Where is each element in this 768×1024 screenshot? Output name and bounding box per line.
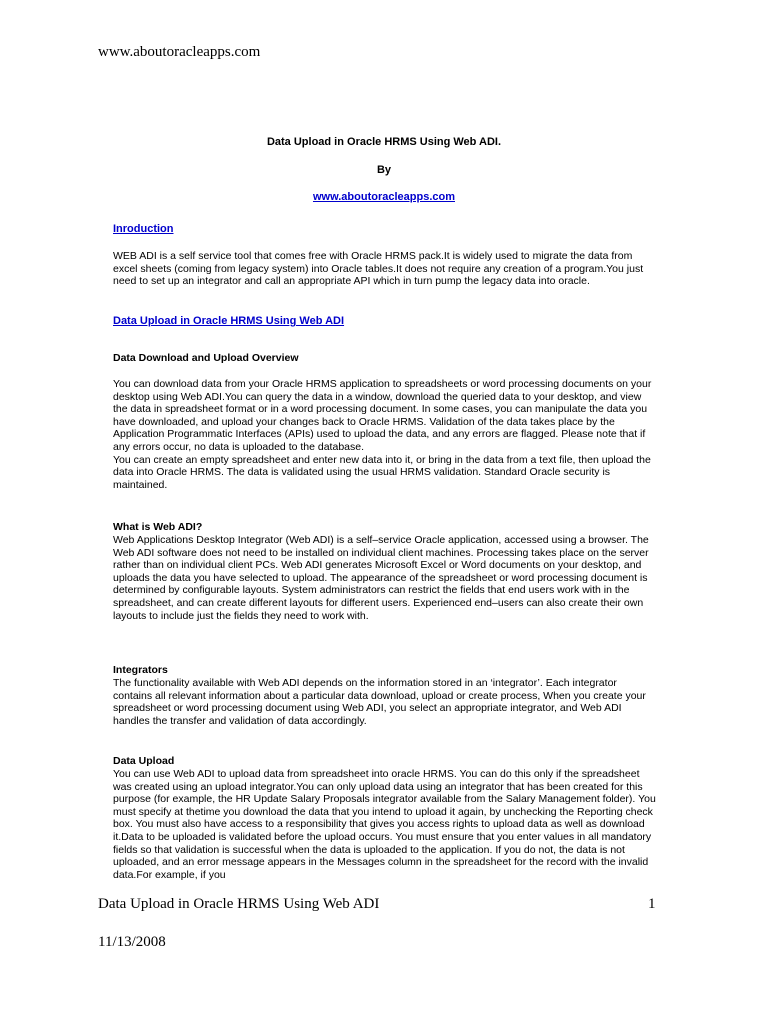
- overview-section: [113, 378, 658, 491]
- introduction-paragraph: WEB ADI is a self service tool that comes free with Oracle HRMS pack.It is widely used to migrate the data from excel sheets (coming from legacy system) into Oracle tables.It does not require any creation of a program.You just need to set up an integrator and call an appropriate API which in turn pump the legacy data into oracle.: [113, 250, 644, 288]
- overview-paragraph-2: You can create an empty spreadsheet and enter new data into it, or bring in the data from a text file, then upload the data into Oracle HRMS. The data is validated using the usual HRMS validation. Standard Oracle security is maintained.: [113, 453, 651, 491]
- footer-date: 11/13/2008: [98, 934, 166, 950]
- integrators-heading: Integrators: [113, 664, 168, 676]
- document-title: Data Upload in Oracle HRMS Using Web ADI.: [266, 136, 502, 148]
- integrators-paragraph: The functionality available with Web ADI depends on the information stored in an ‘integrator’. Each integrator contains all relevant information about a particular data download, upload or create process, When you create your spreadsheet or word processing document using Web ADI, you select an appropriate integrator, and Web ADI handles the transfer and validation of data accordingly.: [113, 677, 646, 727]
- section-link[interactable]: Data Upload in Oracle HRMS Using Web ADI: [113, 315, 345, 327]
- introduction-link[interactable]: Inroduction: [113, 223, 174, 235]
- data-upload-heading: Data Upload: [113, 755, 175, 767]
- by-line: By: [376, 164, 392, 176]
- footer-title: Data Upload in Oracle HRMS Using Web ADI: [98, 896, 380, 912]
- data-upload-paragraph: You can use Web ADI to upload data from spreadsheet into oracle HRMS. You can do this only if the spreadsheet was created using an upload integrator.You can only upload data using an integrator that has been created for this purpose (for example, the HR Update Salary Proposals integrator available from the Salary Management folder). You must specify at thetime you download the data that you intend to upload it again, by unchecking the Reporting check box. You must also have access to a responsibility that gives you access rights to upload data as well as download it.Data to be uploaded is validated before the upload occurs. You must ensure that you enter values in all mandatory fields so that validation is successful when the data is uploaded to the application. If you do not, the data is not uploaded, and an error message appears in the Messages column in the spreadsheet for the record with the invalid data.For example, if you: [113, 768, 656, 881]
- what-is-paragraph: Web Applications Desktop Integrator (Web ADI) is a self–service Oracle application, accessed using a browser. The Web ADI software does not need to be installed on individual client machines. Processing takes place on the server rather than on individual client PCs. Web ADI generates Microsoft Excel or Word documents on your desktop, and uploads the data you have selected to upload. The appearance of the spreadsheet or word processing document is determined by configurable layouts. System administrators can restrict the fields that end users work with in the spreadsheet, and can create different layouts for different users. Experienced end–users can also create their own layouts to include just the fields they need to work with.: [113, 534, 649, 622]
- page-number: 1: [648, 896, 656, 912]
- header-site-url: www.aboutoracleapps.com: [98, 44, 261, 60]
- what-is-heading: What is Web ADI?: [113, 521, 203, 533]
- author-link[interactable]: www.aboutoracleapps.com: [312, 191, 455, 203]
- overview-paragraph-1: You can download data from your Oracle HRMS application to spreadsheets or word processing documents on your desktop using Web ADI.You can query the data in a window, download the queried data to your desktop, and view the data in spreadsheet format or in a word processing document. In some cases, you can manipulate the data you have downloaded, and upload your changes back to Oracle HRMS. Validation of the data takes place by the Application Programmatic Interfaces (APIs) used to upload the data, and any errors are flagged. Please note that if any errors occur, no data is uploaded to the database.: [113, 378, 652, 453]
- overview-heading: Data Download and Upload Overview: [113, 352, 299, 364]
